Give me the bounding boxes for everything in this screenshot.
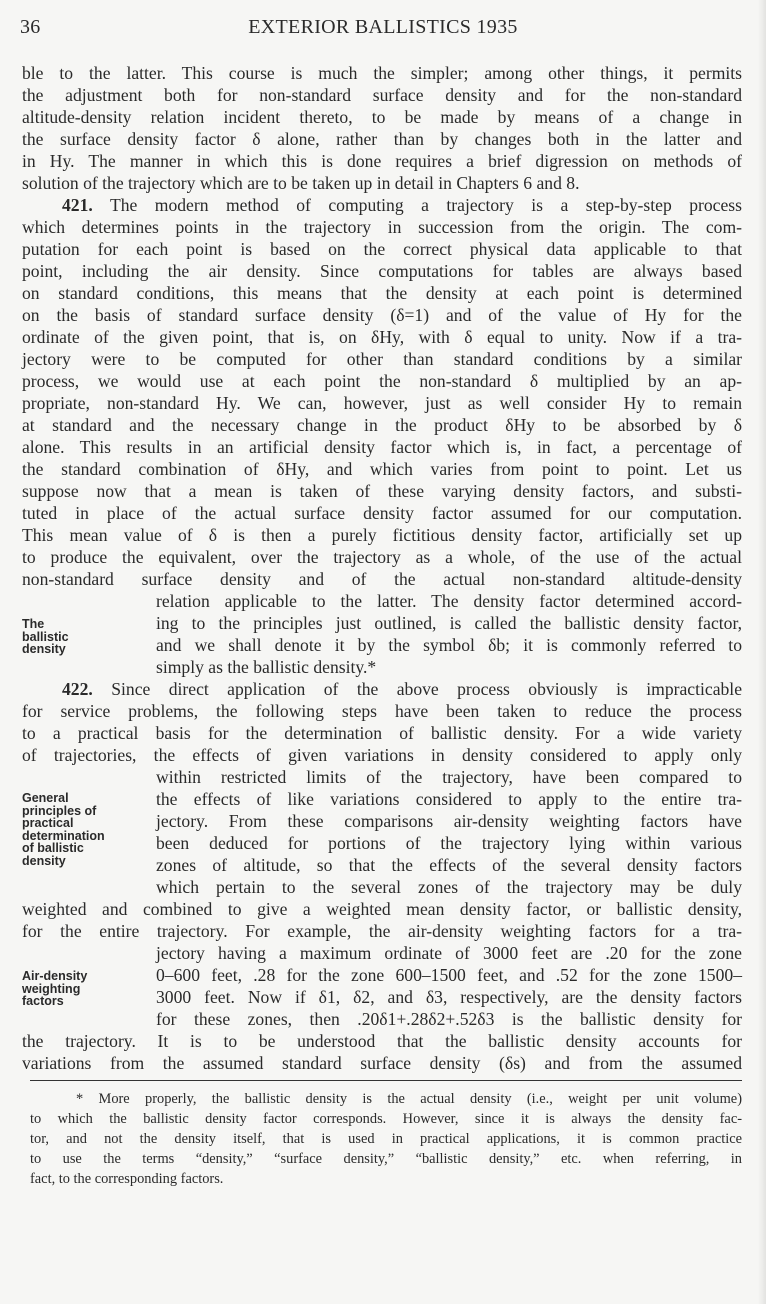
body-line: jectory were to be computed for other than standard conditions by a similar	[22, 349, 742, 369]
body-line: the standard combination of δHy, and which varies from point to point. Let us	[22, 459, 742, 479]
paragraph-422-first-line	[62, 678, 742, 700]
footnote-line: to which the ballistic density factor corresponds. However, since it is always the density fac-	[30, 1111, 742, 1127]
body-line: on standard conditions, this means that the density at each point is determined	[22, 283, 742, 303]
margin-note-line: density	[22, 853, 66, 868]
body-line: to produce the equivalent, over the trajectory as a whole, of the use of the actual	[22, 547, 742, 567]
body-line: within restricted limits of the trajectory, have been compared to	[156, 767, 742, 787]
body-line: on the basis of standard surface density (δ=1) and of the value of Hy for the	[22, 305, 742, 325]
footnote-line: to use the terms “density,” “surface density,” “ballistic density,” etc. when referring, in	[30, 1151, 742, 1167]
body-line: process, we would use at each point the non-standard δ multiplied by an ap-	[22, 371, 742, 391]
body-line: jectory having a maximum ordinate of 3000 feet are .20 for the zone	[156, 943, 742, 963]
body-line: the adjustment both for non-standard surface density and for the non-standard	[22, 85, 742, 105]
body-line: the effects of like variations considered to apply to the entire tra-	[156, 789, 742, 809]
page-header	[20, 16, 746, 46]
body-line: This mean value of δ is then a purely fictitious density factor, artificially set up	[22, 525, 742, 545]
margin-note-general-principles	[22, 792, 105, 867]
page-edge-shadow	[758, 0, 766, 1304]
body-line-text: The modern method of computing a trajectory is a step-by-step process	[109, 195, 742, 215]
body-line: at standard and the necessary change in the product δHy to be absorbed by δ	[22, 415, 742, 435]
body-line: simply as the ballistic density.*	[156, 657, 377, 677]
body-line: for these zones, then .20δ1+.28δ2+.52δ3 is the ballistic density for	[156, 1009, 742, 1029]
body-line: variations from the assumed standard surface density (δs) and from the assumed	[22, 1053, 742, 1073]
body-line: relation applicable to the latter. The density factor determined accord-	[156, 591, 742, 611]
body-line: propriate, non-standard Hy. We can, however, just as well consider Hy to remain	[22, 393, 742, 413]
body-line: ble to the latter. This course is much the simpler; among other things, it permits	[22, 63, 742, 83]
paragraph-number: 421.	[62, 195, 93, 215]
body-line: altitude-density relation incident thereto, to be made by means of a change in	[22, 107, 742, 127]
body-line: suppose now that a mean is taken of these varying density factors, and substi-	[22, 481, 742, 501]
margin-note-line: practical	[22, 816, 74, 830]
margin-note-line: Air-density	[22, 969, 88, 983]
margin-note-ballistic-density	[22, 618, 69, 656]
body-line: for the entire trajectory. For example, the air-density weighting factors for a tra-	[22, 921, 742, 941]
body-line: the trajectory. It is to be understood that the ballistic density accounts for	[22, 1031, 742, 1051]
footnote-line: tor, and not the density itself, that is used in practical applications, it is common practice	[30, 1131, 742, 1147]
body-line: non-standard surface density and of the actual non-standard altitude-density	[22, 569, 742, 589]
body-line: weighted and combined to give a weighted mean density factor, or ballistic density,	[22, 899, 742, 919]
page-number: 36	[20, 16, 41, 38]
body-line: 3000 feet. Now if δ1, δ2, and δ3, respectively, are the density factors	[156, 987, 742, 1007]
body-line: jectory. From these comparisons air-density weighting factors have	[156, 811, 742, 831]
body-line: which pertain to the several zones of the trajectory may be duly	[156, 877, 742, 897]
margin-note-line: density	[22, 642, 66, 656]
margin-note-line: The	[22, 617, 45, 631]
footnote-line: fact, to the corresponding factors.	[30, 1171, 224, 1187]
paragraph-421-first-line	[62, 194, 742, 216]
body-line: ing to the principles just outlined, is called the ballistic density factor,	[156, 613, 742, 633]
body-line: solution of the trajectory which are to be taken up in detail in Chapters 6 and 8.	[22, 173, 580, 193]
paragraph-number: 422.	[62, 679, 93, 699]
margin-note-line: determination	[22, 828, 105, 843]
margin-note-line: of ballistic	[22, 841, 84, 855]
margin-note-line: weighting	[22, 981, 81, 996]
footnote-separator-rule	[30, 1080, 742, 1081]
margin-note-line: General	[22, 791, 69, 805]
margin-note-line: ballistic	[22, 629, 69, 644]
body-line: the surface density factor δ alone, rather than by changes both in the latter and	[22, 129, 742, 149]
body-line: in Hy. The manner in which this is done requires a brief digression on methods of	[22, 151, 742, 171]
body-line: zones of altitude, so that the effects of the several density factors	[156, 855, 742, 875]
body-line: to a practical basis for the determination of ballistic density. For a wide variety	[22, 723, 742, 743]
body-line: putation for each point is based on the correct physical data applicable to that	[22, 239, 742, 259]
body-line: of trajectories, the effects of given variations in density considered to apply only	[22, 745, 742, 765]
margin-note-line: factors	[22, 994, 64, 1008]
body-line: 0–600 feet, .28 for the zone 600–1500 feet, and .52 for the zone 1500–	[156, 965, 742, 985]
body-line: tuted in place of the actual surface density factor assumed for our computation.	[22, 503, 742, 523]
body-line: for service problems, the following steps have been taken to reduce the process	[22, 701, 742, 721]
running-title: EXTERIOR BALLISTICS 1935	[248, 16, 518, 38]
body-line: which determines points in the trajectory in succession from the origin. The com-	[22, 217, 742, 237]
body-line: point, including the air density. Since computations for tables are always based	[22, 261, 742, 281]
body-line: and we shall denote it by the symbol δb; it is commonly referred to	[156, 635, 742, 655]
margin-note-line: principles of	[22, 803, 97, 818]
body-line: alone. This results in an artificial density factor which is, in fact, a percentage of	[22, 437, 742, 457]
body-line: ordinate of the given point, that is, on δHy, with δ equal to unity. Now if a tra-	[22, 327, 742, 347]
margin-note-air-density-weighting	[22, 970, 87, 1008]
body-line-text: Since direct application of the above process obviously is impracticable	[111, 679, 743, 699]
body-line: been deduced for portions of the trajectory lying within various	[156, 833, 742, 853]
footnote-line: * More properly, the ballistic density is the actual density (i.e., weight per unit volume)	[76, 1091, 742, 1107]
